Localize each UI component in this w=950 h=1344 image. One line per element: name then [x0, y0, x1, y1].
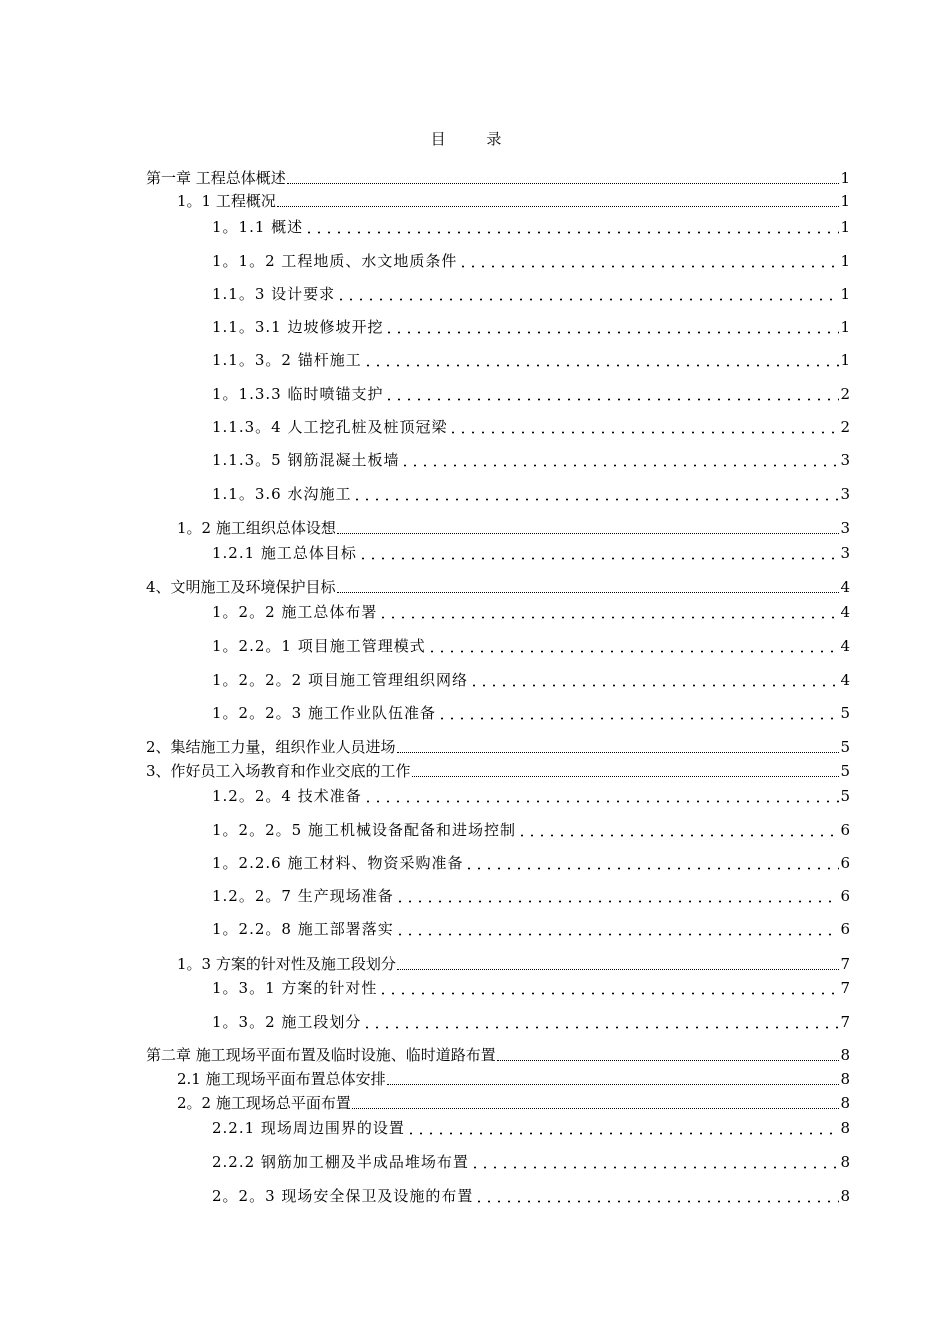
- toc-entry[interactable]: [212, 350, 850, 370]
- toc-entry-label: 2.1 施工现场平面布置总体安排: [177, 1070, 386, 1088]
- dot-leader: [363, 355, 840, 367]
- dot-leader: [337, 521, 840, 534]
- toc-entry-label: 1。1。2 工程地质、水文地质条件: [212, 252, 458, 270]
- toc-entry[interactable]: [177, 518, 850, 538]
- dot-leader: [336, 289, 839, 301]
- toc-entry[interactable]: [177, 1093, 850, 1113]
- toc-entry-label: 1.1。3.1 边坡修坡开挖: [212, 318, 384, 336]
- toc-entry-label: 1.1。3。2 锚杆施工: [212, 351, 362, 369]
- toc-entry-label: 1.1.3。4 人工挖孔桩及桩顶冠梁: [212, 418, 448, 436]
- toc-entry-label: 2.2.2 钢筋加工棚及半成品堆场布置: [212, 1153, 469, 1171]
- toc-entry-label: 1.1.3。5 钢筋混凝土板墙: [212, 451, 400, 469]
- toc-page-number: 8: [840, 1119, 850, 1137]
- toc-page-number: 6: [840, 854, 850, 872]
- toc-entry-label: 1。1 工程概况: [177, 192, 276, 210]
- toc-entry-label: 1。2.2.6 施工材料、物资采购准备: [212, 854, 464, 872]
- toc-entry[interactable]: [212, 450, 850, 470]
- toc-entry-label: 1。1.1 概述: [212, 218, 304, 236]
- toc-entry[interactable]: [146, 577, 850, 597]
- toc-page-number: 7: [840, 955, 850, 973]
- toc-page-number: 3: [840, 544, 850, 562]
- toc-entry[interactable]: [212, 1118, 850, 1138]
- dot-leader: [517, 825, 840, 837]
- toc-page-number: 7: [840, 979, 850, 997]
- dot-leader: [412, 764, 840, 777]
- toc-page-number: 6: [840, 887, 850, 905]
- toc-entry[interactable]: [146, 168, 850, 188]
- toc-entry[interactable]: [212, 636, 850, 656]
- dot-leader: [304, 222, 839, 234]
- dot-leader: [358, 548, 840, 560]
- toc-entry[interactable]: [146, 1045, 850, 1065]
- toc-page-number: 3: [840, 519, 850, 537]
- toc-page-number: 8: [840, 1094, 850, 1112]
- dot-leader: [352, 1096, 840, 1109]
- toc-page-number: 5: [840, 738, 850, 756]
- dot-leader: [469, 675, 840, 687]
- toc-page-number: 3: [840, 485, 850, 503]
- toc-page-number: 1: [840, 192, 850, 210]
- toc-entry-label: 1。2。2。3 施工作业队伍准备: [212, 704, 436, 722]
- toc-entry[interactable]: [177, 191, 850, 211]
- toc-page-number: 8: [840, 1046, 850, 1064]
- toc-entry-label: 1.2。2。4 技术准备: [212, 787, 362, 805]
- dot-leader: [427, 641, 840, 653]
- toc-title: 目 录: [430, 130, 520, 148]
- toc-entry[interactable]: [212, 543, 850, 563]
- toc-entry-label: 1。3。2 施工段划分: [212, 1013, 362, 1031]
- dot-leader: [397, 957, 840, 970]
- toc-entry[interactable]: [212, 417, 850, 437]
- toc-entry[interactable]: [212, 217, 850, 237]
- toc-entry[interactable]: [212, 251, 850, 271]
- dot-leader: [395, 924, 840, 936]
- dot-leader: [464, 858, 839, 870]
- toc-page-number: 6: [840, 920, 850, 938]
- toc-entry-label: 2。2 施工现场总平面布置: [177, 1094, 351, 1112]
- toc-entry-label: 1。2.2。8 施工部署落实: [212, 920, 394, 938]
- toc-entry-label: 1。3 方案的针对性及施工段划分: [177, 955, 396, 973]
- toc-entry[interactable]: [212, 1012, 850, 1032]
- toc-entry[interactable]: [212, 978, 850, 998]
- toc-entry[interactable]: [212, 384, 850, 404]
- toc-entry-label: 2.2.1 现场周边围界的设置: [212, 1119, 405, 1137]
- toc-page-number: 1: [840, 285, 850, 303]
- dot-leader: [363, 791, 840, 803]
- toc-page-number: 4: [840, 637, 850, 655]
- toc-entry[interactable]: [212, 1186, 850, 1206]
- toc-entry[interactable]: [146, 761, 850, 781]
- toc-entry-label: 1。2。2 施工总体布署: [212, 603, 378, 621]
- dot-leader: [397, 740, 840, 753]
- toc-page-number: 1: [840, 351, 850, 369]
- toc-entry-label: 1。2。2。5 施工机械设备配备和进场控制: [212, 821, 516, 839]
- toc-entry-label: 4、文明施工及环境保护目标: [146, 578, 336, 596]
- toc-entry-label: 3、作好员工入场教育和作业交底的工作: [146, 762, 411, 780]
- toc-page-number: 1: [840, 169, 850, 187]
- dot-leader: [378, 607, 839, 619]
- dot-leader: [378, 983, 839, 995]
- toc-page-number: 4: [840, 603, 850, 621]
- dot-leader: [470, 1157, 840, 1169]
- toc-page-number: 2: [840, 385, 850, 403]
- toc-entry-label: 2。2。3 现场安全保卫及设施的布置: [212, 1187, 474, 1205]
- toc-entry[interactable]: [212, 820, 850, 840]
- dot-leader: [474, 1191, 839, 1203]
- toc-page-number: 1: [840, 218, 850, 236]
- toc-entry-label: 1。1.3.3 临时喷锚支护: [212, 385, 384, 403]
- toc-entry[interactable]: [177, 954, 850, 974]
- toc-entry[interactable]: [212, 1152, 850, 1172]
- dot-leader: [395, 891, 840, 903]
- toc-page-number: 5: [840, 704, 850, 722]
- toc-entry[interactable]: [212, 703, 850, 723]
- toc-entry-label: 1。3。1 方案的针对性: [212, 979, 378, 997]
- toc-entry[interactable]: [212, 317, 850, 337]
- dot-leader: [448, 422, 839, 434]
- toc-page-number: 4: [840, 578, 850, 596]
- dot-leader: [400, 455, 839, 467]
- toc-entry-label: 第一章 工程总体概述: [146, 169, 286, 187]
- toc-entry-label: 1。2.2。1 项目施工管理模式: [212, 637, 426, 655]
- dot-leader: [337, 580, 840, 593]
- toc-entry-label: 1.1。3.6 水沟施工: [212, 485, 352, 503]
- dot-leader: [437, 708, 840, 720]
- toc-page-number: 7: [840, 1013, 850, 1031]
- toc-entry-label: 1.2。2。7 生产现场准备: [212, 887, 394, 905]
- toc-entry[interactable]: [177, 1069, 850, 1089]
- toc-page-number: 1: [840, 252, 850, 270]
- toc-page-number: 5: [840, 787, 850, 805]
- toc-entry[interactable]: [146, 737, 850, 757]
- toc-page-number: 5: [840, 762, 850, 780]
- toc-page-number: 6: [840, 821, 850, 839]
- toc-entry-label: 1.1。3 设计要求: [212, 285, 336, 303]
- toc-page-number: 8: [840, 1153, 850, 1171]
- dot-leader: [384, 322, 839, 334]
- toc-entry[interactable]: [212, 484, 850, 504]
- toc-entry-label: 2、集结施工力量，组织作业人员进场: [146, 738, 396, 756]
- toc-page-number: 4: [840, 671, 850, 689]
- toc-entry-label: 1。2 施工组织总体设想: [177, 519, 336, 537]
- toc-entry[interactable]: [212, 853, 850, 873]
- dot-leader: [287, 171, 840, 184]
- toc-entry[interactable]: [212, 602, 850, 622]
- toc-entry[interactable]: [212, 786, 850, 806]
- toc-page-number: 3: [840, 451, 850, 469]
- dot-leader: [387, 1072, 840, 1085]
- toc-page-number: 1: [840, 318, 850, 336]
- dot-leader: [362, 1017, 839, 1029]
- dot-leader: [352, 489, 839, 501]
- dot-leader: [384, 389, 839, 401]
- toc-entry-label: 1。2。2。2 项目施工管理组织网络: [212, 671, 468, 689]
- toc-entry-label: 1.2.1 施工总体目标: [212, 544, 357, 562]
- toc-entry[interactable]: [212, 919, 850, 939]
- dot-leader: [458, 256, 839, 268]
- dot-leader: [497, 1048, 840, 1061]
- toc-entry[interactable]: [212, 284, 850, 304]
- toc-entry[interactable]: [212, 886, 850, 906]
- toc-page-number: 8: [840, 1070, 850, 1088]
- dot-leader: [277, 194, 840, 207]
- toc-entry-label: 第二章 施工现场平面布置及临时设施、临时道路布置: [146, 1046, 496, 1064]
- toc-entry[interactable]: [212, 670, 850, 690]
- toc-page-number: 2: [840, 418, 850, 436]
- toc-page-number: 8: [840, 1187, 850, 1205]
- dot-leader: [406, 1123, 840, 1135]
